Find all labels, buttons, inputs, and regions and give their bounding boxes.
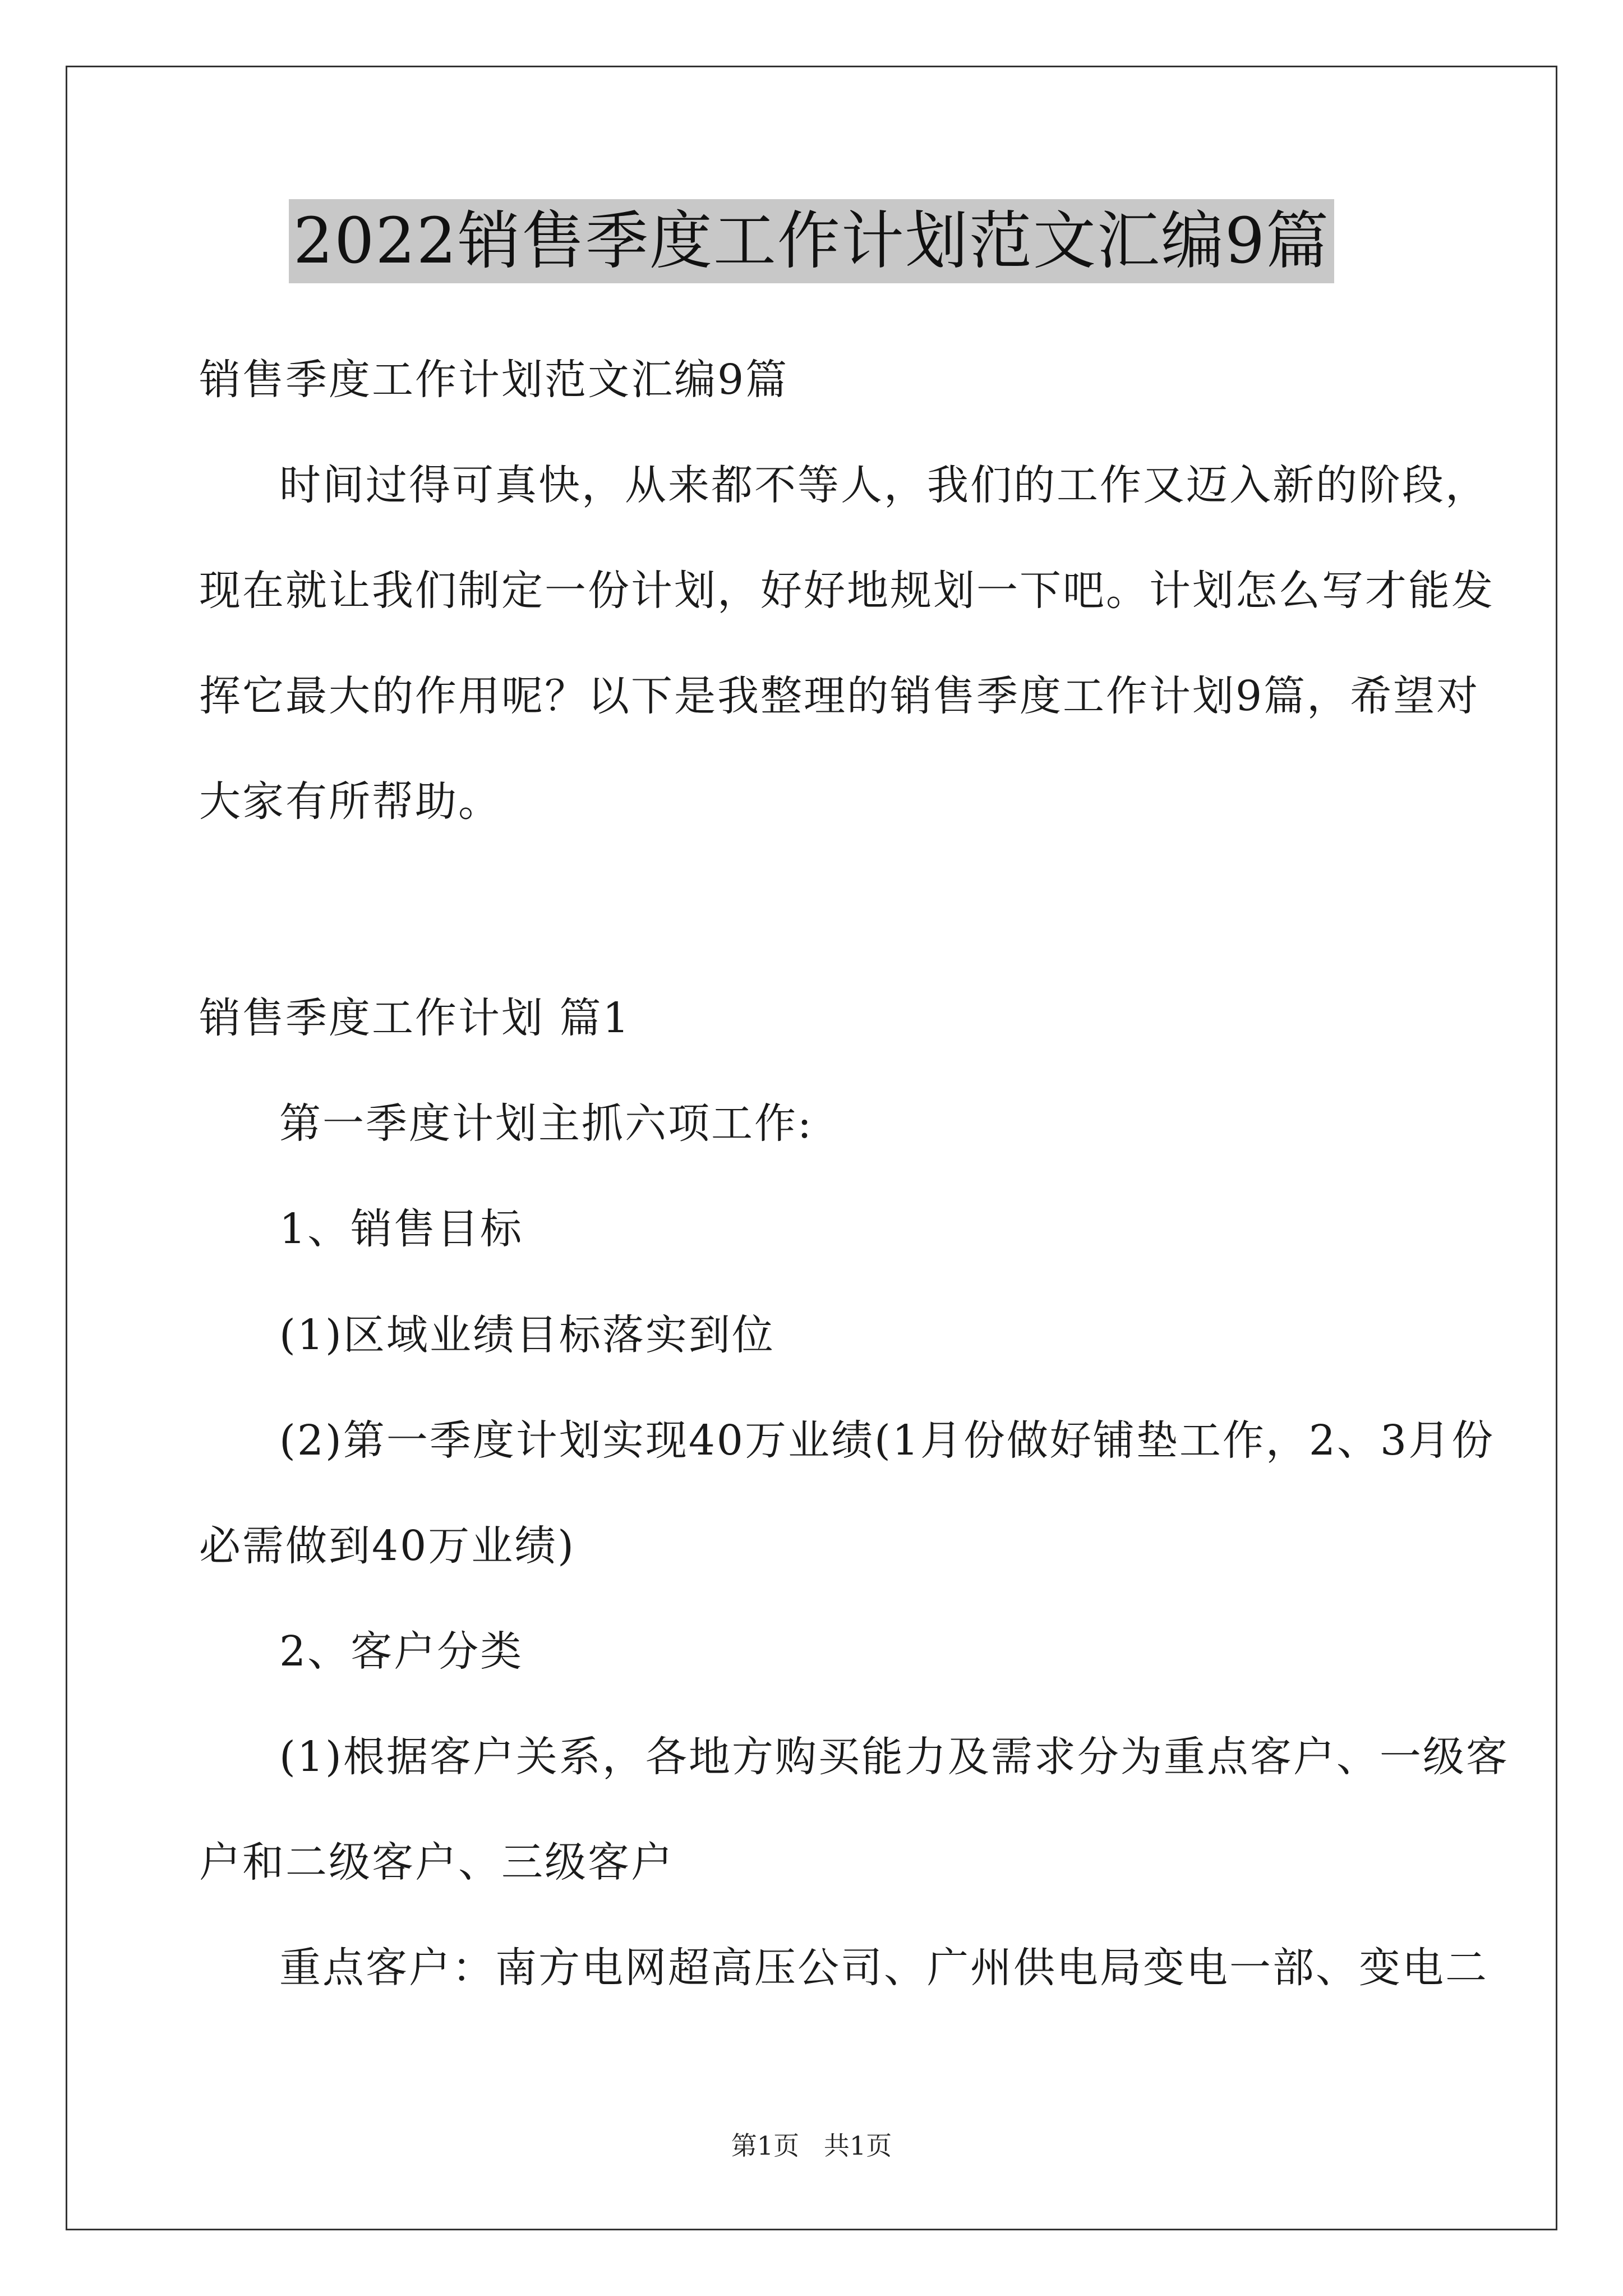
- list-item: (1)根据客户关系，各地方购买能力及需求分为重点客户、一级客: [279, 1733, 1509, 1781]
- page-footer: 第1页 共1页: [731, 2131, 892, 2161]
- document-title: 2022销售季度工作计划范文汇编9篇: [289, 199, 1334, 283]
- section-heading: 销售季度工作计划 篇1: [199, 994, 631, 1042]
- title-container: [0, 199, 1623, 283]
- subtitle-line: 销售季度工作计划范文汇编9篇: [199, 356, 789, 404]
- paragraph-line: 大家有所帮助。: [199, 777, 501, 826]
- paragraph-line: 户和二级客户、三级客户: [199, 1838, 674, 1887]
- paragraph-line: 必需做到40万业绩): [199, 1522, 576, 1570]
- list-item: 1、销售目标: [279, 1205, 524, 1253]
- list-item: 2、客户分类: [279, 1627, 524, 1676]
- paragraph-line: 挥它最大的作用呢？以下是我整理的销售季度工作计划9篇，希望对: [199, 672, 1480, 720]
- list-item: (1)区域业绩目标落实到位: [279, 1311, 775, 1359]
- paragraph-line: 时间过得可真快，从来都不等人，我们的工作又迈入新的阶段，: [279, 461, 1488, 509]
- list-item: (2)第一季度计划实现40万业绩(1月份做好铺垫工作，2、3月份: [279, 1416, 1495, 1465]
- paragraph-line: 重点客户：南方电网超高压公司、广州供电局变电一部、变电二: [279, 1944, 1488, 1992]
- paragraph-line: 现在就让我们制定一份计划，好好地规划一下吧。计划怎么写才能发: [199, 567, 1495, 615]
- paragraph-line: 第一季度计划主抓六项工作:: [279, 1099, 813, 1148]
